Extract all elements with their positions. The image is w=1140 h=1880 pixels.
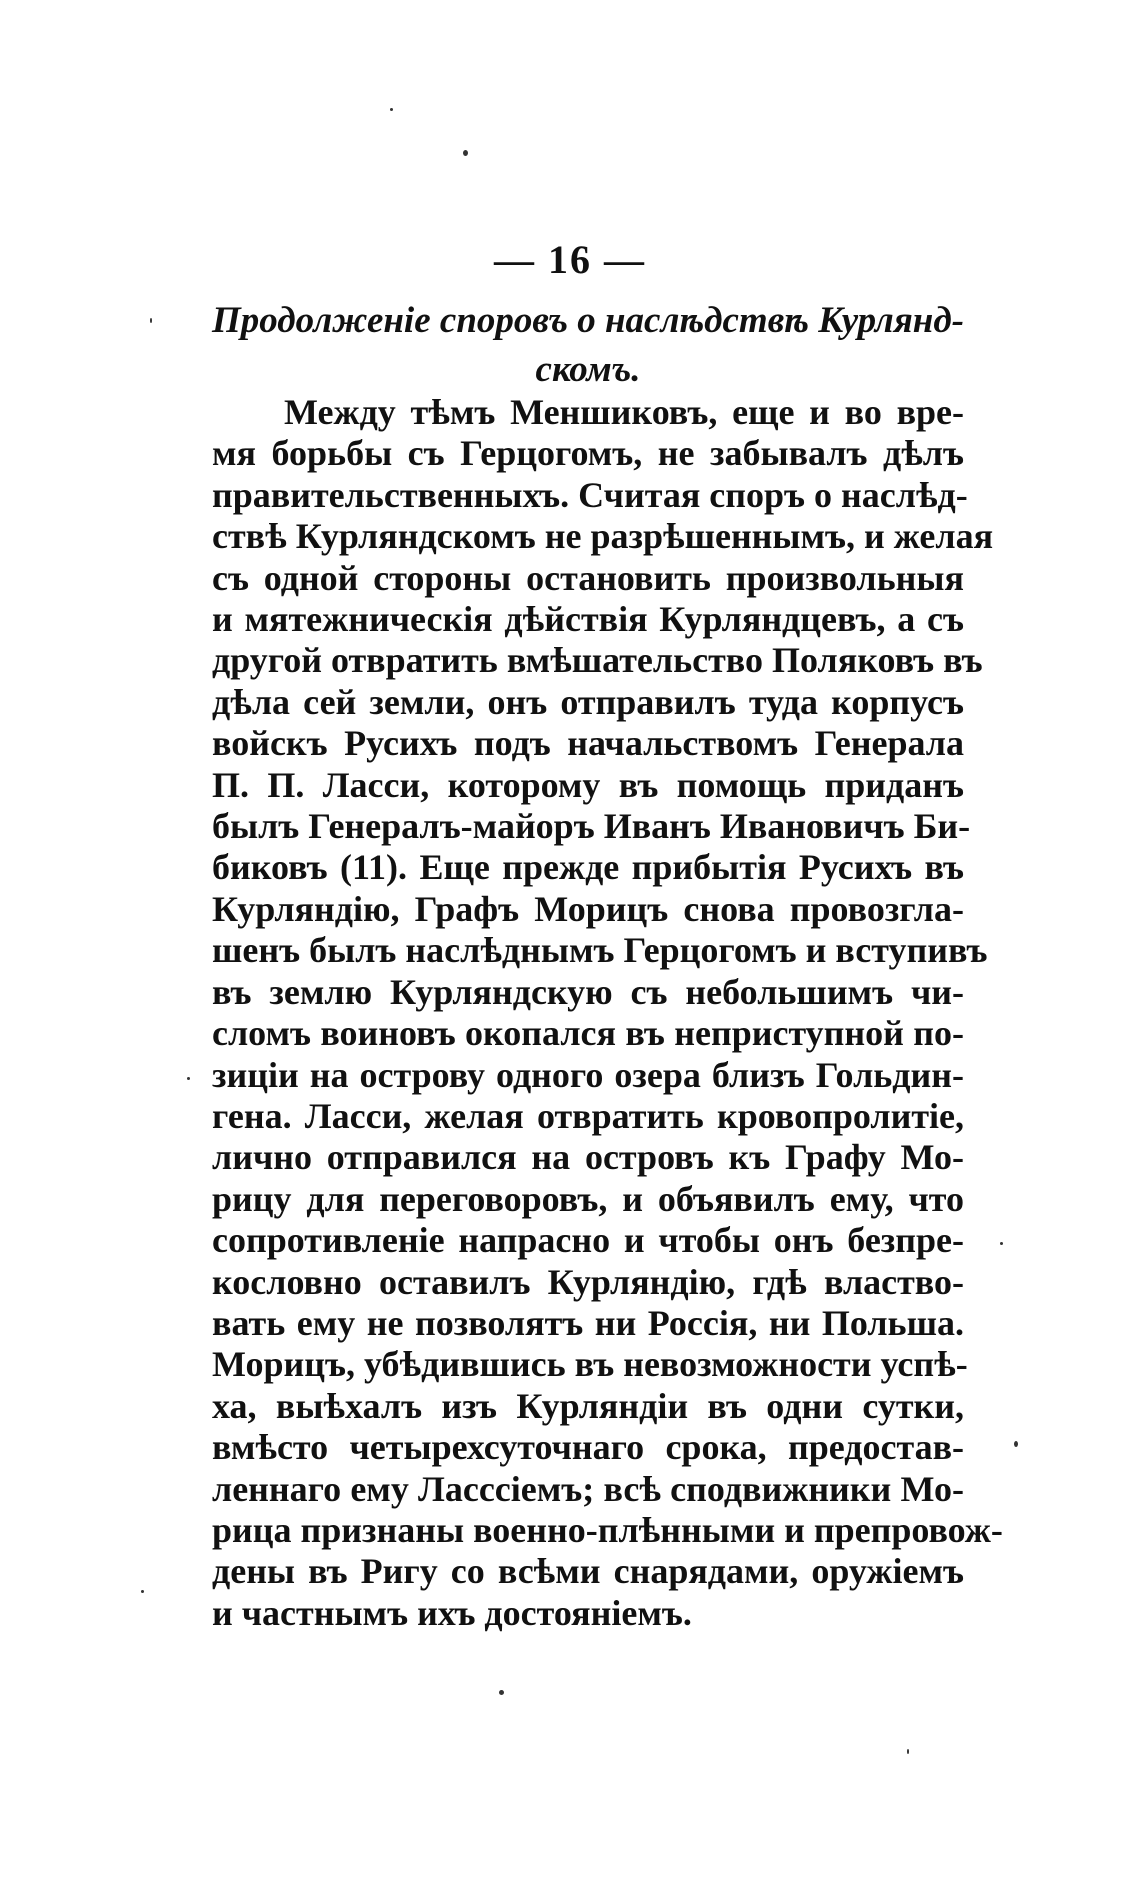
text-line: вать ему не позволятъ ни Россія, ни Польша. xyxy=(212,1302,964,1343)
text-line: лично отправился на островъ къ Графу Мо- xyxy=(212,1137,964,1178)
scan-speck xyxy=(463,150,468,156)
text-line: дѣла сей земли, онъ отправилъ туда корпусъ xyxy=(212,681,964,722)
text-line: вмѣсто четырехсуточнаго срока, предостав- xyxy=(212,1427,964,1468)
text-line: ха, выѣхалъ изъ Курляндіи въ одни сутки, xyxy=(212,1385,964,1426)
text-line: Морицъ, убѣдившись въ невозможности успѣ- xyxy=(212,1344,968,1385)
text-line: шенъ былъ наслѣднымъ Герцогомъ и вступивъ xyxy=(212,930,988,971)
text-line: леннаго ему Ласссіемъ; всѣ сподвижники Мо- xyxy=(212,1468,964,1509)
text-line: съ одной стороны остановить произвольныя xyxy=(212,557,964,598)
text-line: дены въ Ригу со всѣми снарядами, оружіемъ xyxy=(212,1551,964,1592)
heading-line: Продолженіе споровъ о наслѣдствѣ Курлянд- xyxy=(212,300,964,341)
scan-speck xyxy=(141,1590,144,1593)
text-line: и мятежническія дѣйствія Курляндцевъ, а съ xyxy=(212,599,964,640)
body-paragraph xyxy=(212,392,1003,1634)
text-line: зиціи на острову одного озера близъ Гольдин- xyxy=(212,1054,964,1095)
text-line: Курляндію, Графъ Морицъ снова провозгла- xyxy=(212,888,964,929)
text-line: гена. Ласси, желая отвратить кровопролитіе, xyxy=(212,1095,964,1136)
text-line: былъ Генералъ-майоръ Иванъ Ивановичъ Би- xyxy=(212,806,971,847)
scan-speck xyxy=(150,318,152,323)
scan-speck xyxy=(907,1749,909,1754)
scan-speck xyxy=(187,1077,190,1080)
text-line: и частнымъ ихъ достояніемъ. xyxy=(212,1592,692,1633)
text-line: сломъ воиновъ окопался въ неприступной по- xyxy=(212,1013,964,1054)
text-line: правительственныхъ. Считая споръ о наслѣд- xyxy=(212,474,968,515)
section-heading xyxy=(212,296,964,394)
text-line: другой отвратить вмѣшательство Поляковъ въ xyxy=(212,640,983,681)
text-line: мя борьбы съ Герцогомъ, не забывалъ дѣлъ xyxy=(212,433,964,474)
text-line: Между тѣмъ Меншиковъ, еще и во вре- xyxy=(284,392,964,432)
heading-line: скомъ. xyxy=(535,349,641,390)
text-line: биковъ (11). Еще прежде прибытія Русихъ въ xyxy=(212,847,964,888)
page-number: — 16 — xyxy=(494,237,646,282)
text-line: войскъ Русихъ подъ начальствомъ Генерала xyxy=(212,723,964,764)
text-line: сопротивленіе напрасно и чтобы онъ безпре- xyxy=(212,1220,964,1261)
scan-speck xyxy=(1000,1242,1003,1245)
text-line: рица признаны военно-плѣнными и препровож- xyxy=(212,1509,1003,1550)
text-line: П. П. Ласси, которому въ помощь приданъ xyxy=(212,764,964,805)
text-line: рицу для переговоровъ, и объявилъ ему, что xyxy=(212,1178,964,1219)
scan-speck xyxy=(499,1690,504,1695)
text-line: кословно оставилъ Курляндію, гдѣ властво- xyxy=(212,1261,964,1302)
text-line: въ землю Курляндскую съ небольшимъ чи- xyxy=(212,971,964,1012)
scan-speck xyxy=(1014,1441,1018,1447)
text-line: ствѣ Курляндскомъ не разрѣшеннымъ, и желая xyxy=(212,516,994,557)
scan-speck xyxy=(390,108,393,111)
